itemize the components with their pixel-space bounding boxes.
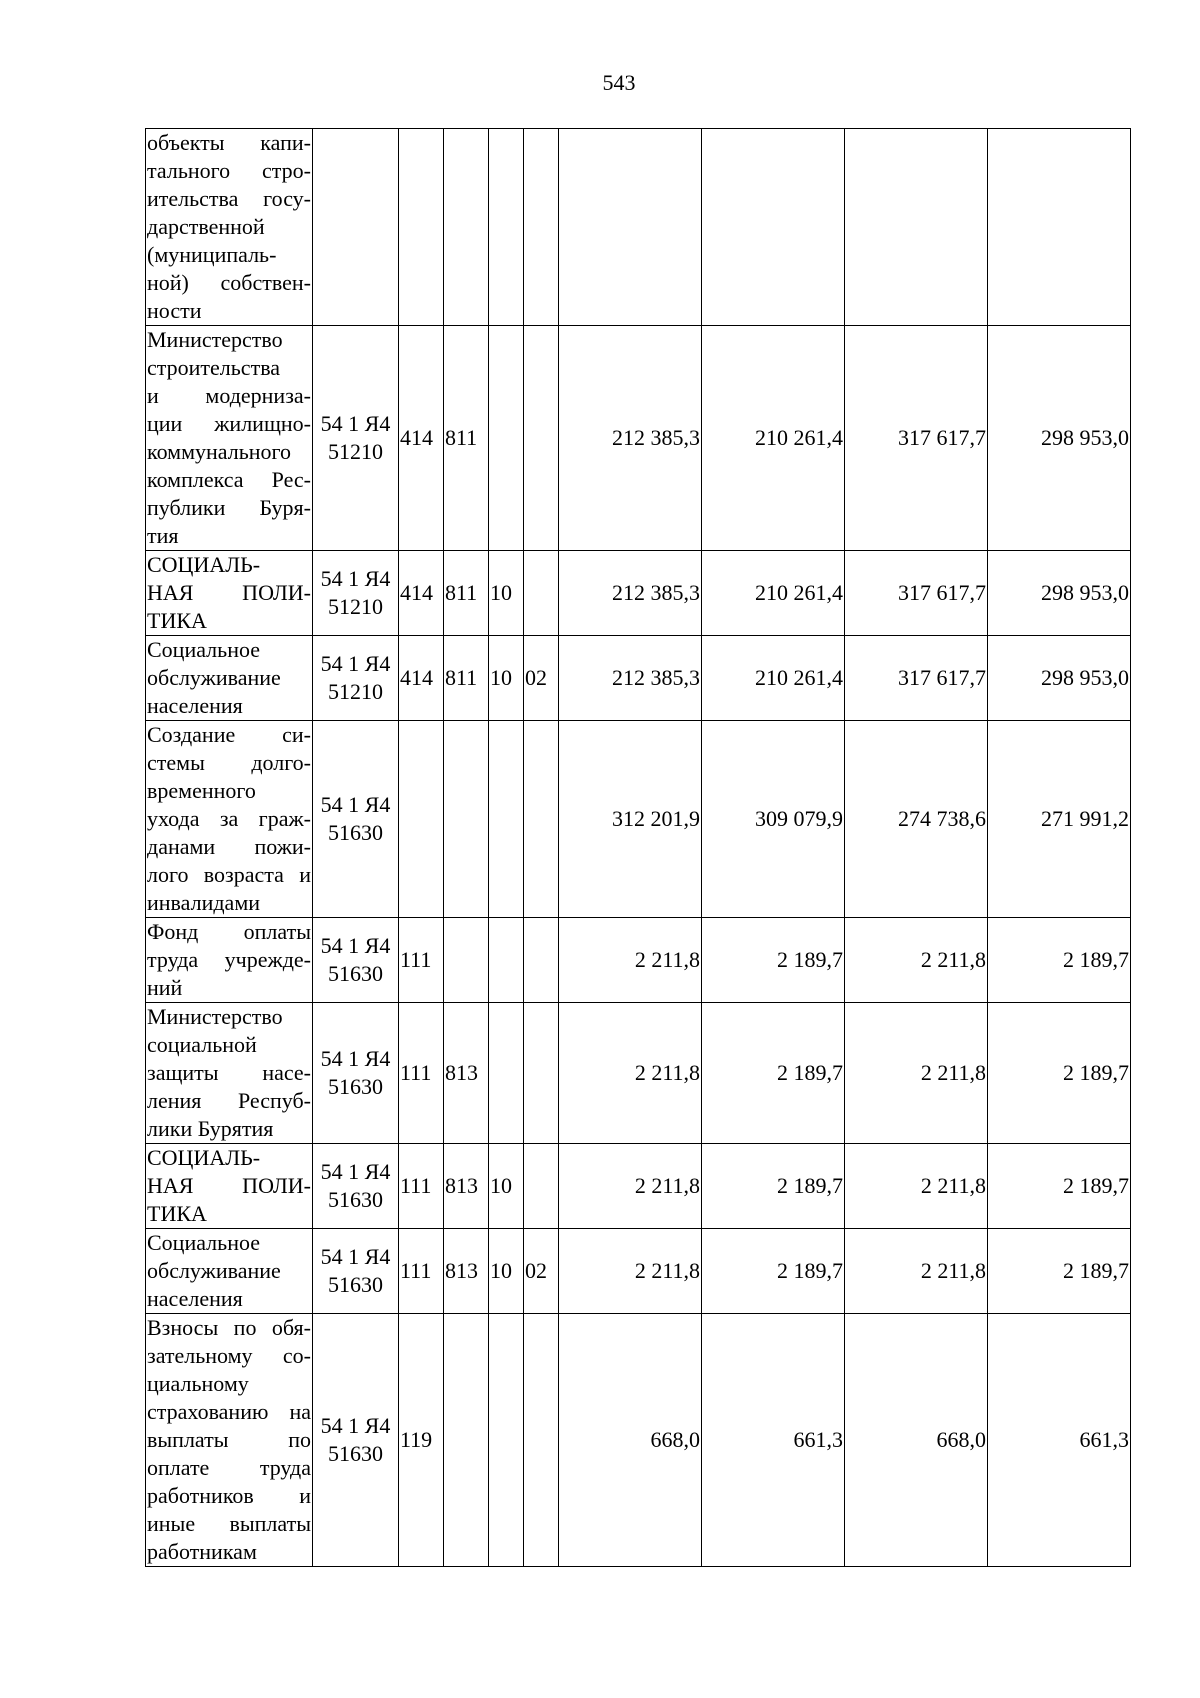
amount-1-cell: 212 385,3 <box>559 636 702 721</box>
expense-type-cell <box>399 129 444 326</box>
expense-type-cell: 111 <box>399 1229 444 1314</box>
table-row <box>146 1003 1131 1144</box>
item-name-line: инвалидами <box>147 890 261 915</box>
amount-4-cell: 2 189,7 <box>988 1144 1131 1229</box>
amount-1-cell: 2 211,8 <box>559 1229 702 1314</box>
amount-3-cell: 2 211,8 <box>845 1144 988 1229</box>
ministry-code-cell <box>444 1314 489 1567</box>
ministry-code-cell: 811 <box>444 326 489 551</box>
target-article-cell: 54 1 Я4 51630 <box>313 721 399 918</box>
target-article-cell: 54 1 Я4 51630 <box>313 918 399 1003</box>
table-row <box>146 636 1131 721</box>
section-cell: 10 <box>489 1229 524 1314</box>
item-name-cell <box>146 1144 313 1229</box>
target-article-cell: 54 1 Я4 51630 <box>313 1003 399 1144</box>
amount-3-cell <box>845 129 988 326</box>
budget-table-body <box>146 129 1131 1567</box>
ministry-code-cell: 813 <box>444 1229 489 1314</box>
subsection-cell <box>524 721 559 918</box>
item-name-cell <box>146 129 313 326</box>
target-article-cell: 54 1 Я4 51210 <box>313 636 399 721</box>
section-cell: 10 <box>489 551 524 636</box>
table-row <box>146 129 1131 326</box>
amount-3-cell: 274 738,6 <box>845 721 988 918</box>
item-name-line: работникам <box>147 1539 257 1564</box>
item-name-line: циальному <box>147 1371 249 1396</box>
item-name-line: ной) собствен- <box>147 270 311 295</box>
amount-2-cell: 210 261,4 <box>702 326 845 551</box>
item-name-line: ТИКА <box>147 1201 207 1226</box>
section-cell: 10 <box>489 1144 524 1229</box>
item-name-line: выплаты по <box>147 1427 311 1452</box>
item-name-line: дарственной <box>147 214 265 239</box>
item-name-line: обслуживание <box>147 665 281 690</box>
item-name-line: объекты капи- <box>147 130 311 155</box>
item-name-line: работников и <box>147 1483 311 1508</box>
amount-1-cell: 2 211,8 <box>559 1003 702 1144</box>
amount-3-cell: 2 211,8 <box>845 918 988 1003</box>
subsection-cell <box>524 551 559 636</box>
expense-type-cell: 414 <box>399 636 444 721</box>
ministry-code-cell: 811 <box>444 636 489 721</box>
expense-type-cell: 414 <box>399 326 444 551</box>
amount-1-cell: 2 211,8 <box>559 1144 702 1229</box>
budget-table <box>145 128 1131 1567</box>
amount-3-cell: 317 617,7 <box>845 326 988 551</box>
item-name-line: Социальное <box>147 637 260 662</box>
item-name-line: населения <box>147 693 243 718</box>
subsection-cell <box>524 326 559 551</box>
amount-1-cell: 212 385,3 <box>559 551 702 636</box>
item-name-line: Социальное <box>147 1230 260 1255</box>
amount-2-cell: 2 189,7 <box>702 1144 845 1229</box>
item-name-line: Фонд оплаты <box>147 919 311 944</box>
item-name-line: (муниципаль- <box>147 242 277 267</box>
expense-type-cell: 111 <box>399 918 444 1003</box>
table-row <box>146 918 1131 1003</box>
target-article-cell: 54 1 Я4 51630 <box>313 1144 399 1229</box>
amount-3-cell: 2 211,8 <box>845 1003 988 1144</box>
ministry-code-cell <box>444 129 489 326</box>
item-name-line: и модерниза- <box>147 383 311 408</box>
item-name-line: труда учрежде- <box>147 947 311 972</box>
expense-type-cell: 111 <box>399 1003 444 1144</box>
item-name-line: временного <box>147 778 256 803</box>
amount-4-cell: 661,3 <box>988 1314 1131 1567</box>
item-name-cell <box>146 721 313 918</box>
amount-2-cell <box>702 129 845 326</box>
table-row <box>146 326 1131 551</box>
item-name-line: ухода за граж- <box>147 806 311 831</box>
item-name-line: НАЯ ПОЛИ- <box>147 580 311 605</box>
item-name-line: тия <box>147 523 179 548</box>
amount-4-cell: 298 953,0 <box>988 636 1131 721</box>
item-name-line: ТИКА <box>147 608 207 633</box>
item-name-cell <box>146 1229 313 1314</box>
amount-4-cell: 298 953,0 <box>988 326 1131 551</box>
item-name-line: ний <box>147 975 183 1000</box>
item-name-line: комплекса Рес- <box>147 467 311 492</box>
target-article-cell: 54 1 Я4 51210 <box>313 551 399 636</box>
item-name-line: СОЦИАЛЬ- <box>147 552 261 577</box>
subsection-cell <box>524 129 559 326</box>
item-name-line: зательному со- <box>147 1343 311 1368</box>
table-row <box>146 551 1131 636</box>
amount-4-cell: 271 991,2 <box>988 721 1131 918</box>
item-name-cell <box>146 326 313 551</box>
item-name-line: обслуживание <box>147 1258 281 1283</box>
page-number: 543 <box>602 70 636 95</box>
expense-type-cell: 111 <box>399 1144 444 1229</box>
item-name-line: ительства госу- <box>147 186 311 211</box>
item-name-line: лики Бурятия <box>147 1116 274 1141</box>
item-name-line: иные выплаты <box>147 1511 311 1536</box>
item-name-cell <box>146 636 313 721</box>
item-name-line: ления Респуб- <box>147 1088 311 1113</box>
subsection-cell <box>524 1314 559 1567</box>
amount-1-cell <box>559 129 702 326</box>
subsection-cell: 02 <box>524 636 559 721</box>
item-name-line: строительства <box>147 355 281 380</box>
item-name-line: публики Буря- <box>147 495 311 520</box>
amount-1-cell: 212 385,3 <box>559 326 702 551</box>
subsection-cell <box>524 918 559 1003</box>
amount-4-cell: 2 189,7 <box>988 1003 1131 1144</box>
expense-type-cell: 414 <box>399 551 444 636</box>
amount-3-cell: 317 617,7 <box>845 551 988 636</box>
item-name-line: коммунального <box>147 439 291 464</box>
item-name-cell <box>146 1314 313 1567</box>
section-cell <box>489 918 524 1003</box>
subsection-cell: 02 <box>524 1229 559 1314</box>
amount-2-cell: 2 189,7 <box>702 918 845 1003</box>
expense-type-cell <box>399 721 444 918</box>
ministry-code-cell <box>444 721 489 918</box>
subsection-cell <box>524 1144 559 1229</box>
amount-1-cell: 312 201,9 <box>559 721 702 918</box>
section-cell <box>489 326 524 551</box>
table-row <box>146 1314 1131 1567</box>
item-name-line: населения <box>147 1286 243 1311</box>
amount-4-cell: 2 189,7 <box>988 918 1131 1003</box>
section-cell <box>489 1003 524 1144</box>
item-name-cell <box>146 918 313 1003</box>
ministry-code-cell: 811 <box>444 551 489 636</box>
item-name-line: Взносы по обя- <box>147 1315 311 1340</box>
item-name-line: лого возраста и <box>147 862 311 887</box>
item-name-line: НАЯ ПОЛИ- <box>147 1173 311 1198</box>
table-row <box>146 1229 1131 1314</box>
item-name-line: Министерство <box>147 327 283 352</box>
amount-3-cell: 668,0 <box>845 1314 988 1567</box>
item-name-line: оплате труда <box>147 1455 311 1480</box>
table-row <box>146 721 1131 918</box>
section-cell <box>489 1314 524 1567</box>
ministry-code-cell <box>444 918 489 1003</box>
ministry-code-cell: 813 <box>444 1003 489 1144</box>
amount-3-cell: 317 617,7 <box>845 636 988 721</box>
item-name-line: Министерство <box>147 1004 283 1029</box>
item-name-line: Создание си- <box>147 722 311 747</box>
ministry-code-cell: 813 <box>444 1144 489 1229</box>
section-cell <box>489 129 524 326</box>
item-name-line: данами пожи- <box>147 834 311 859</box>
amount-3-cell: 2 211,8 <box>845 1229 988 1314</box>
amount-2-cell: 2 189,7 <box>702 1003 845 1144</box>
amount-2-cell: 210 261,4 <box>702 551 845 636</box>
item-name-line: ции жилищно- <box>147 411 311 436</box>
section-cell <box>489 721 524 918</box>
target-article-cell <box>313 129 399 326</box>
table-row <box>146 1144 1131 1229</box>
subsection-cell <box>524 1003 559 1144</box>
item-name-line: тального стро- <box>147 158 311 183</box>
amount-1-cell: 2 211,8 <box>559 918 702 1003</box>
target-article-cell: 54 1 Я4 51630 <box>313 1314 399 1567</box>
amount-2-cell: 661,3 <box>702 1314 845 1567</box>
item-name-cell <box>146 1003 313 1144</box>
amount-4-cell: 298 953,0 <box>988 551 1131 636</box>
amount-2-cell: 2 189,7 <box>702 1229 845 1314</box>
item-name-line: социальной <box>147 1032 257 1057</box>
amount-4-cell: 2 189,7 <box>988 1229 1131 1314</box>
item-name-line: ности <box>147 298 202 323</box>
item-name-cell <box>146 551 313 636</box>
item-name-line: СОЦИАЛЬ- <box>147 1145 261 1170</box>
amount-2-cell: 309 079,9 <box>702 721 845 918</box>
target-article-cell: 54 1 Я4 51630 <box>313 1229 399 1314</box>
section-cell: 10 <box>489 636 524 721</box>
target-article-cell: 54 1 Я4 51210 <box>313 326 399 551</box>
item-name-line: страхованию на <box>147 1399 311 1424</box>
expense-type-cell: 119 <box>399 1314 444 1567</box>
amount-1-cell: 668,0 <box>559 1314 702 1567</box>
amount-2-cell: 210 261,4 <box>702 636 845 721</box>
item-name-line: стемы долго- <box>147 750 311 775</box>
amount-4-cell <box>988 129 1131 326</box>
item-name-line: защиты насе- <box>147 1060 311 1085</box>
